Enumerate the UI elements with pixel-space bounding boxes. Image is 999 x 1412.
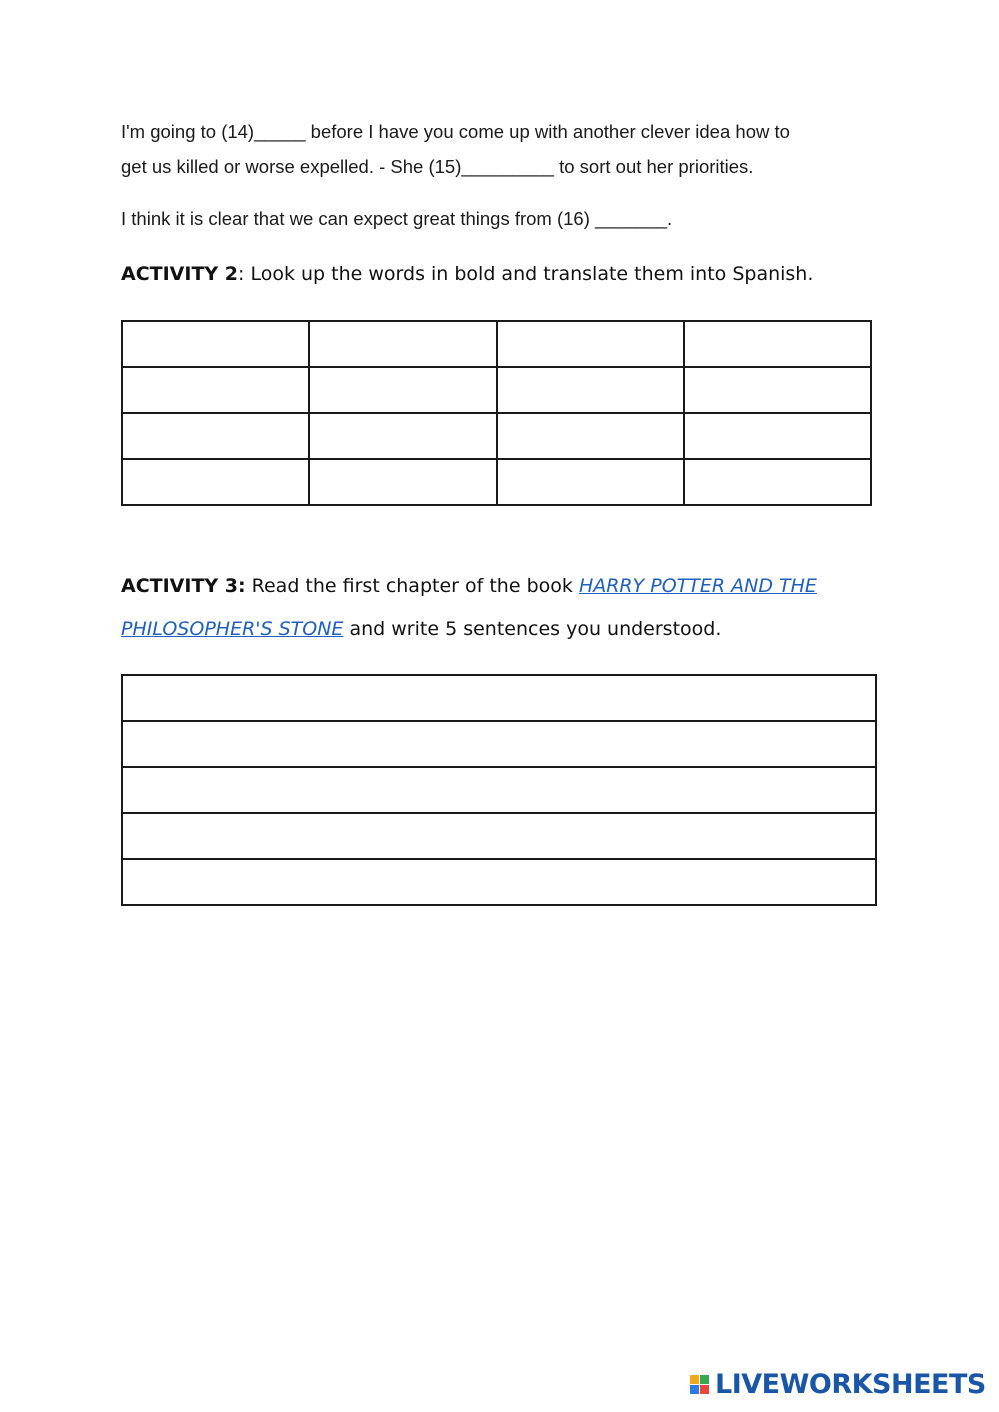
table-row: [122, 859, 876, 905]
vocabulary-cell[interactable]: [497, 367, 684, 413]
activity-2-instructions: : Look up the words in bold and translate them into Spanish.: [238, 263, 814, 285]
book-link-part-2[interactable]: PHILOSOPHER'S STONE: [121, 618, 344, 640]
vocabulary-cell[interactable]: [309, 459, 496, 505]
liveworksheets-logo-icon: [690, 1375, 709, 1394]
logo-square-4: [700, 1385, 709, 1394]
logo-square-3: [690, 1385, 699, 1394]
vocabulary-cell[interactable]: [684, 413, 871, 459]
sentences-table: [121, 674, 877, 906]
vocabulary-cell[interactable]: [122, 321, 309, 367]
vocabulary-cell[interactable]: [309, 321, 496, 367]
table-row: [122, 767, 876, 813]
table-row: [122, 675, 876, 721]
sentence-cell[interactable]: [122, 675, 876, 721]
sentence-cell[interactable]: [122, 859, 876, 905]
table-row: [122, 413, 871, 459]
activity-2-label: ACTIVITY 2: [121, 263, 239, 285]
sentence-cell[interactable]: [122, 813, 876, 859]
logo-square-1: [690, 1375, 699, 1384]
vocabulary-cell[interactable]: [497, 321, 684, 367]
table-row: [122, 321, 871, 367]
activity-3-heading-continued: [121, 618, 721, 640]
vocabulary-cell[interactable]: [309, 367, 496, 413]
book-link-part-1[interactable]: HARRY POTTER AND THE: [578, 575, 817, 597]
table-row: [122, 459, 871, 505]
table-row: [122, 813, 876, 859]
vocabulary-cell[interactable]: [684, 321, 871, 367]
exercise-line-1: I'm going to (14)_____ before I have you come up with another clever idea how to: [121, 121, 790, 142]
sentence-cell[interactable]: [122, 721, 876, 767]
vocabulary-table: [121, 320, 872, 506]
activity-3-instructions-end: and write 5 sentences you understood.: [343, 618, 722, 640]
vocabulary-cell[interactable]: [497, 459, 684, 505]
vocabulary-cell[interactable]: [122, 413, 309, 459]
activity-3-label: ACTIVITY 3:: [121, 575, 246, 597]
logo-square-2: [700, 1375, 709, 1384]
sentence-cell[interactable]: [122, 767, 876, 813]
vocabulary-cell[interactable]: [309, 413, 496, 459]
activity-2-heading: [121, 263, 813, 285]
vocabulary-cell[interactable]: [497, 413, 684, 459]
liveworksheets-logo: [690, 1371, 986, 1398]
table-row: [122, 367, 871, 413]
exercise-line-3: I think it is clear that we can expect great things from (16) _______.: [121, 208, 673, 229]
vocabulary-cell[interactable]: [122, 367, 309, 413]
activity-3-heading: [121, 575, 817, 597]
liveworksheets-logo-text: LIVEWORKSHEETS: [715, 1369, 986, 1400]
vocabulary-cell[interactable]: [684, 459, 871, 505]
vocabulary-cell[interactable]: [684, 367, 871, 413]
exercise-line-2: get us killed or worse expelled. - She (15)_________ to sort out her priorities.: [121, 156, 754, 177]
table-row: [122, 721, 876, 767]
vocabulary-cell[interactable]: [122, 459, 309, 505]
activity-3-instructions-start: Read the first chapter of the book: [245, 575, 579, 597]
